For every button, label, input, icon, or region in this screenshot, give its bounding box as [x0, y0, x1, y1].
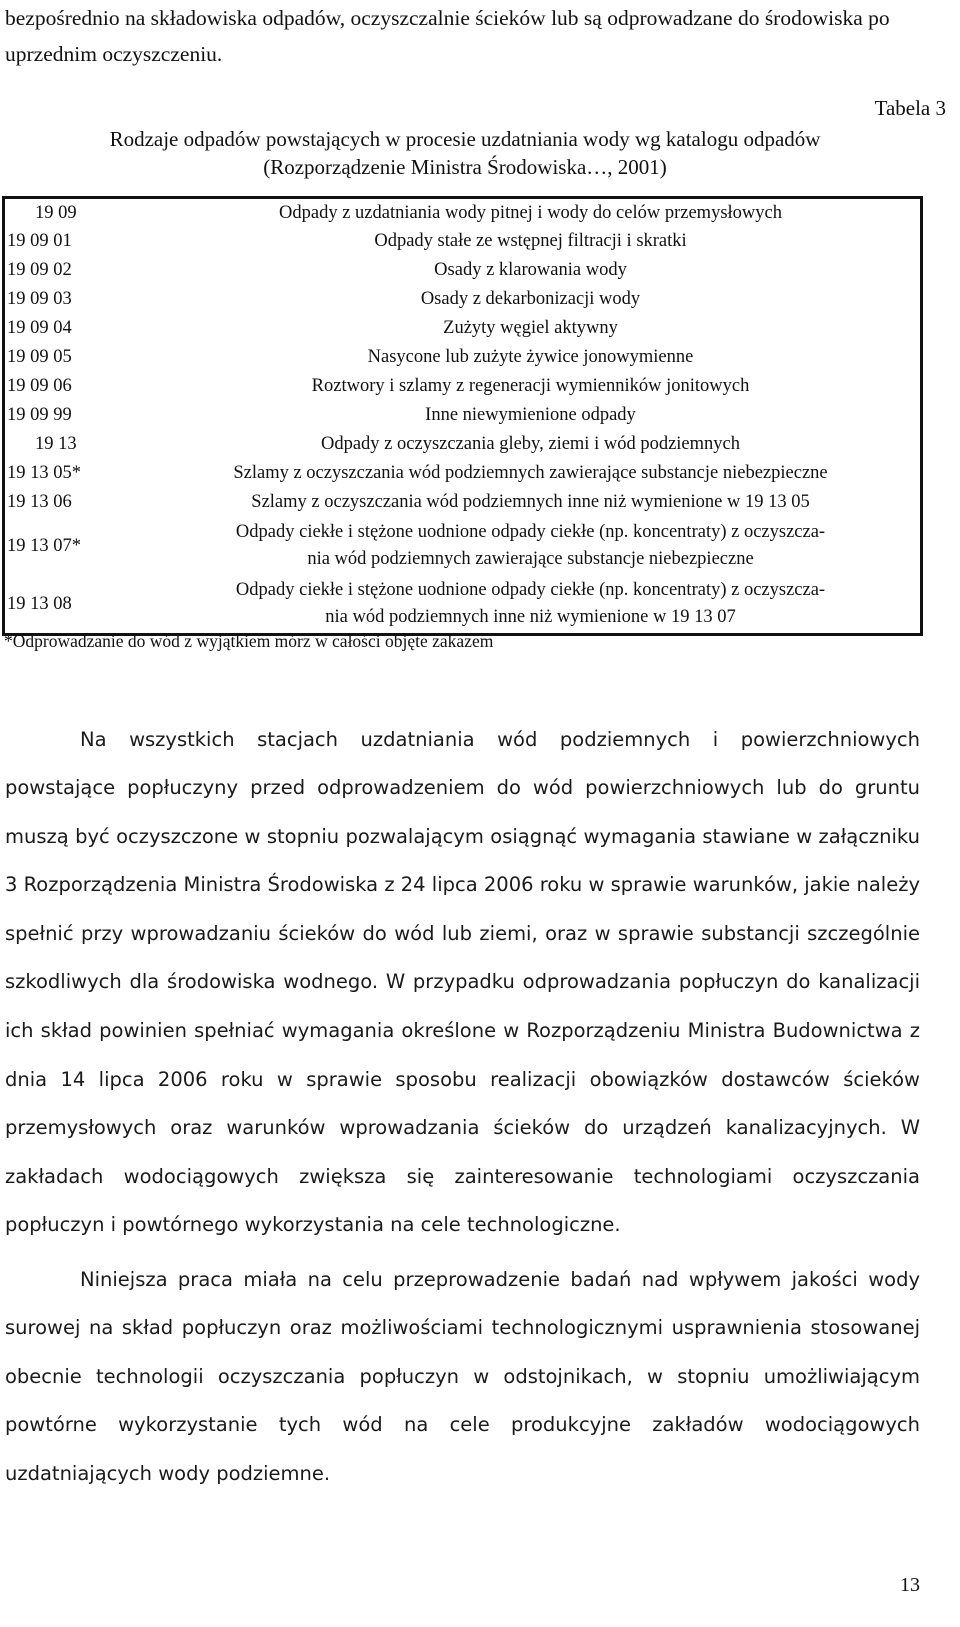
waste-description: Nasycone lub zużyte żywice jonowymienne: [367, 347, 694, 367]
waste-code: 19 09: [35, 202, 77, 223]
intro-text: bezpośrednio na składowiska odpadów, oczyszczalnie ścieków lub są odprowadzane do środowiska po uprzednim oczyszczeniu.: [5, 6, 890, 66]
waste-description: Roztwory i szlamy z regeneracji wymienników jonitowych: [311, 376, 750, 396]
waste-description-line: nia wód podziemnych inne niż wymienione w 19 13 07: [325, 606, 736, 627]
waste-code: 19 09 01: [7, 231, 72, 251]
table-row: [4, 256, 922, 285]
waste-description: Szlamy z oczyszczania wód podziemnych zawierające substancje niebezpieczne: [233, 463, 828, 483]
waste-code: 19 09 02: [7, 260, 72, 280]
table-footnote: *Odprowadzanie do wód z wyjątkiem mórz w całości objęte zakazem: [4, 631, 494, 651]
waste-description: Odpady z oczyszczania gleby, ziemi i wód podziemnych: [320, 434, 740, 454]
waste-description: [141, 575, 922, 635]
waste-description: Odpady stałe ze wstępnej filtracji i skratki: [374, 231, 687, 251]
waste-code: 19 09 03: [7, 289, 72, 309]
table-label: Tabela 3: [874, 96, 946, 120]
waste-code: 19 13 08: [7, 593, 72, 614]
table-caption-title: Rodzaje odpadów powstających w procesie uzdatniania wody wg katalogu odpadów: [109, 127, 821, 151]
table-row: [4, 198, 922, 227]
table-row: [4, 459, 922, 488]
waste-code: 19 13 06: [7, 492, 72, 512]
waste-description: Inne niewymienione odpady: [425, 405, 636, 425]
page-number: 13: [900, 1574, 920, 1596]
table-row: [4, 488, 922, 517]
waste-description-line: nia wód podziemnych zawierające substancje niebezpieczne: [307, 548, 754, 569]
table-row: [4, 430, 922, 459]
table-caption-source: (Rozporządzenie Ministra Środowiska…, 2001): [263, 155, 667, 179]
body-paragraph: Na wszystkich stacjach uzdatniania wód podziemnych i powierzchniowych powstające popłuczyny przed odprowadzeniem do wód powierzchniowych lub do gruntu muszą być oczyszczone w stopniu pozwalającym osiągnąć wymagania stawiane w załączniku 3 Rozporządzenia Ministra Środowiska z 24 lipca 2006 roku w sprawie warunków, jakie należy spełnić przy wprowadzaniu ścieków do wód lub ziemi, oraz w sprawie substancji szczególnie szkodliwych dla środowiska wodnego. W przypadku odprowadzania popłuczyn do kanalizacji ich skład powinien spełniać wymagania określone w Rozporządzeniu Ministra Budownictwa z dnia 14 lipca 2006 roku w sprawie sposobu realizacji obowiązków dostawców ścieków przemysłowych oraz warunków wprowadzania ścieków do urządzeń kanalizacyjnych. W zakładach wodociągowych zwiększa się zainteresowanie technologiami oczyszczania popłuczyn i powtórnego wykorzystania na cele technologiczne.: [5, 727, 920, 1237]
table-row: [4, 343, 922, 372]
waste-description: [141, 517, 922, 575]
waste-description: Odpady z uzdatniania wody pitnej i wody do celów przemysłowych: [279, 202, 782, 223]
waste-description: Szlamy z oczyszczania wód podziemnych inne niż wymienione w 19 13 05: [251, 492, 810, 512]
waste-code: 19 13: [35, 434, 77, 454]
waste-code: 19 09 05: [7, 347, 72, 367]
waste-catalog-table: [2, 196, 923, 636]
table-row: [4, 401, 922, 430]
table-row: [4, 285, 922, 314]
table-row: [4, 227, 922, 256]
waste-description-line: Odpady ciekłe i stężone uodnione odpady ciekłe (np. koncentraty) z oczyszcza-: [235, 521, 826, 542]
body-paragraph: Niniejsza praca miała na celu przeprowadzenie badań nad wpływem jakości wody surowej na skład popłuczyn oraz możliwościami technologicznymi usprawnienia stosowanej obecnie technologii oczyszczania popłuczyn w odstojnikach, w stopniu umożliwiającym powtórne wykorzystanie tych wód na cele produkcyjne zakładów wodociągowych uzdatniających wody podziemne.: [5, 1267, 920, 1485]
table-row: [4, 314, 922, 343]
table-row: [4, 575, 922, 635]
waste-code: 19 13 07*: [7, 535, 81, 556]
table-row: [4, 372, 922, 401]
waste-description: Zużyty węgiel aktywny: [443, 318, 618, 338]
waste-code: 19 09 04: [7, 318, 72, 338]
waste-description: Osady z klarowania wody: [434, 260, 627, 280]
waste-description-line: Odpady ciekłe i stężone uodnione odpady ciekłe (np. koncentraty) z oczyszcza-: [235, 579, 826, 600]
waste-code: 19 09 06: [7, 376, 72, 396]
waste-code: 19 09 99: [7, 405, 72, 425]
table-row: [4, 517, 922, 575]
waste-description: Osady z dekarbonizacji wody: [420, 289, 641, 309]
waste-code: 19 13 05*: [7, 463, 81, 483]
